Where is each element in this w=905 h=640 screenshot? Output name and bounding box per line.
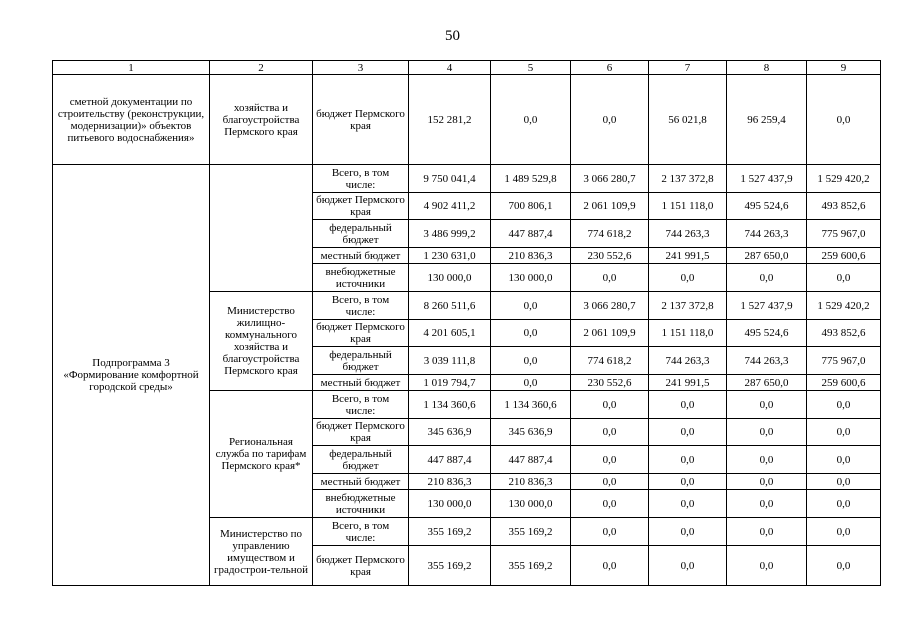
amount-cell: 210 836,3: [491, 474, 571, 490]
table-row: [53, 75, 881, 165]
amount-cell: 1 489 529,8: [491, 165, 571, 193]
funding-source-cell: федеральный бюджет: [313, 446, 409, 474]
executor-cell: хозяйства и благоустройства Пермского края: [210, 75, 313, 165]
amount-cell: 3 066 280,7: [571, 165, 649, 193]
funding-source-cell: внебюджетные источники: [313, 264, 409, 292]
amount-cell: 345 636,9: [491, 419, 571, 446]
amount-cell: 774 618,2: [571, 220, 649, 248]
amount-cell: 1 527 437,9: [727, 165, 807, 193]
amount-cell: 210 836,3: [491, 248, 571, 264]
table-row: [53, 165, 881, 193]
amount-cell: 447 887,4: [491, 220, 571, 248]
funding-source-cell: федеральный бюджет: [313, 220, 409, 248]
amount-cell: 495 524,6: [727, 193, 807, 220]
amount-cell: 259 600,6: [807, 375, 881, 391]
column-header: 9: [807, 61, 881, 75]
amount-cell: 3 039 111,8: [409, 347, 491, 375]
amount-cell: 9 750 041,4: [409, 165, 491, 193]
amount-cell: 3 066 280,7: [571, 292, 649, 320]
amount-cell: 1 529 420,2: [807, 165, 881, 193]
amount-cell: 241 991,5: [649, 248, 727, 264]
amount-cell: 0,0: [571, 75, 649, 165]
amount-cell: 0,0: [807, 546, 881, 586]
amount-cell: 3 486 999,2: [409, 220, 491, 248]
amount-cell: 2 137 372,8: [649, 165, 727, 193]
amount-cell: 355 169,2: [491, 546, 571, 586]
amount-cell: 56 021,8: [649, 75, 727, 165]
amount-cell: 0,0: [649, 446, 727, 474]
amount-cell: 0,0: [491, 347, 571, 375]
column-header: 5: [491, 61, 571, 75]
funding-source-cell: бюджет Пермского края: [313, 75, 409, 165]
amount-cell: 0,0: [571, 490, 649, 518]
amount-cell: 0,0: [807, 490, 881, 518]
amount-cell: 130 000,0: [491, 264, 571, 292]
amount-cell: 1 151 118,0: [649, 193, 727, 220]
amount-cell: 355 169,2: [409, 518, 491, 546]
amount-cell: 0,0: [571, 518, 649, 546]
amount-cell: 775 967,0: [807, 220, 881, 248]
column-header: 1: [53, 61, 210, 75]
amount-cell: 0,0: [571, 419, 649, 446]
amount-cell: 0,0: [491, 320, 571, 347]
amount-cell: 1 134 360,6: [491, 391, 571, 419]
page-number: 50: [445, 28, 460, 44]
amount-cell: 775 967,0: [807, 347, 881, 375]
amount-cell: 0,0: [571, 446, 649, 474]
amount-cell: 0,0: [649, 518, 727, 546]
amount-cell: 96 259,4: [727, 75, 807, 165]
column-header: 3: [313, 61, 409, 75]
funding-source-cell: федеральный бюджет: [313, 347, 409, 375]
amount-cell: 0,0: [571, 264, 649, 292]
amount-cell: 2 061 109,9: [571, 320, 649, 347]
amount-cell: 0,0: [727, 546, 807, 586]
amount-cell: 345 636,9: [409, 419, 491, 446]
executor-cell: [210, 165, 313, 292]
funding-source-cell: бюджет Пермского края: [313, 320, 409, 347]
funding-source-cell: Всего, в том числе:: [313, 292, 409, 320]
amount-cell: 1 527 437,9: [727, 292, 807, 320]
amount-cell: 447 887,4: [409, 446, 491, 474]
amount-cell: 8 260 511,6: [409, 292, 491, 320]
amount-cell: 1 019 794,7: [409, 375, 491, 391]
amount-cell: 774 618,2: [571, 347, 649, 375]
amount-cell: 0,0: [727, 419, 807, 446]
amount-cell: 1 529 420,2: [807, 292, 881, 320]
amount-cell: 700 806,1: [491, 193, 571, 220]
funding-source-cell: Всего, в том числе:: [313, 518, 409, 546]
amount-cell: 0,0: [491, 292, 571, 320]
amount-cell: 1 134 360,6: [409, 391, 491, 419]
amount-cell: 0,0: [807, 474, 881, 490]
executor-cell: Региональная служба по тарифам Пермского края*: [210, 391, 313, 518]
amount-cell: 0,0: [649, 419, 727, 446]
amount-cell: 230 552,6: [571, 248, 649, 264]
program-name-cell: сметной документации по строительству (реконструкции, модернизации)» объектов питьевого водоснабжения»: [53, 75, 210, 165]
funding-source-cell: местный бюджет: [313, 248, 409, 264]
amount-cell: 0,0: [727, 474, 807, 490]
amount-cell: 0,0: [727, 446, 807, 474]
amount-cell: 0,0: [727, 264, 807, 292]
amount-cell: 0,0: [807, 446, 881, 474]
amount-cell: 0,0: [807, 518, 881, 546]
amount-cell: 493 852,6: [807, 193, 881, 220]
amount-cell: 2 137 372,8: [649, 292, 727, 320]
amount-cell: 130 000,0: [491, 490, 571, 518]
funding-source-cell: бюджет Пермского края: [313, 193, 409, 220]
amount-cell: 0,0: [649, 546, 727, 586]
executor-cell: Министерство жилищно-коммунального хозяйства и благоустройства Пермского края: [210, 292, 313, 391]
amount-cell: 130 000,0: [409, 490, 491, 518]
column-header: 6: [571, 61, 649, 75]
funding-source-cell: местный бюджет: [313, 375, 409, 391]
amount-cell: 0,0: [807, 391, 881, 419]
amount-cell: 152 281,2: [409, 75, 491, 165]
funding-source-cell: бюджет Пермского края: [313, 419, 409, 446]
amount-cell: 1 230 631,0: [409, 248, 491, 264]
amount-cell: 4 201 605,1: [409, 320, 491, 347]
amount-cell: 241 991,5: [649, 375, 727, 391]
column-header: 8: [727, 61, 807, 75]
amount-cell: 4 902 411,2: [409, 193, 491, 220]
amount-cell: 355 169,2: [491, 518, 571, 546]
amount-cell: 0,0: [571, 474, 649, 490]
amount-cell: 0,0: [649, 474, 727, 490]
column-header: 7: [649, 61, 727, 75]
column-header: 4: [409, 61, 491, 75]
amount-cell: 493 852,6: [807, 320, 881, 347]
amount-cell: 447 887,4: [491, 446, 571, 474]
amount-cell: 744 263,3: [727, 347, 807, 375]
amount-cell: 259 600,6: [807, 248, 881, 264]
amount-cell: 230 552,6: [571, 375, 649, 391]
amount-cell: 744 263,3: [649, 347, 727, 375]
funding-source-cell: местный бюджет: [313, 474, 409, 490]
funding-source-cell: бюджет Пермского края: [313, 546, 409, 586]
amount-cell: 210 836,3: [409, 474, 491, 490]
amount-cell: 0,0: [727, 391, 807, 419]
amount-cell: 0,0: [649, 264, 727, 292]
amount-cell: 130 000,0: [409, 264, 491, 292]
amount-cell: 0,0: [571, 391, 649, 419]
amount-cell: 0,0: [491, 75, 571, 165]
amount-cell: 0,0: [727, 490, 807, 518]
amount-cell: 2 061 109,9: [571, 193, 649, 220]
amount-cell: 0,0: [807, 75, 881, 165]
executor-cell: Министерство по управлению имуществом и градострои-тельной: [210, 518, 313, 586]
amount-cell: 287 650,0: [727, 248, 807, 264]
budget-table: [52, 60, 881, 586]
amount-cell: 495 524,6: [727, 320, 807, 347]
amount-cell: 0,0: [491, 375, 571, 391]
column-header: 2: [210, 61, 313, 75]
amount-cell: 744 263,3: [649, 220, 727, 248]
amount-cell: 0,0: [807, 264, 881, 292]
amount-cell: 1 151 118,0: [649, 320, 727, 347]
funding-source-cell: внебюджетные источники: [313, 490, 409, 518]
amount-cell: 744 263,3: [727, 220, 807, 248]
amount-cell: 287 650,0: [727, 375, 807, 391]
amount-cell: 0,0: [727, 518, 807, 546]
program-name-cell: Подпрограмма 3 «Формирование комфортной городской среды»: [53, 165, 210, 586]
amount-cell: 0,0: [649, 490, 727, 518]
amount-cell: 355 169,2: [409, 546, 491, 586]
amount-cell: 0,0: [571, 546, 649, 586]
column-number-row: [53, 61, 881, 75]
funding-source-cell: Всего, в том числе:: [313, 391, 409, 419]
funding-source-cell: Всего, в том числе:: [313, 165, 409, 193]
amount-cell: 0,0: [649, 391, 727, 419]
amount-cell: 0,0: [807, 419, 881, 446]
